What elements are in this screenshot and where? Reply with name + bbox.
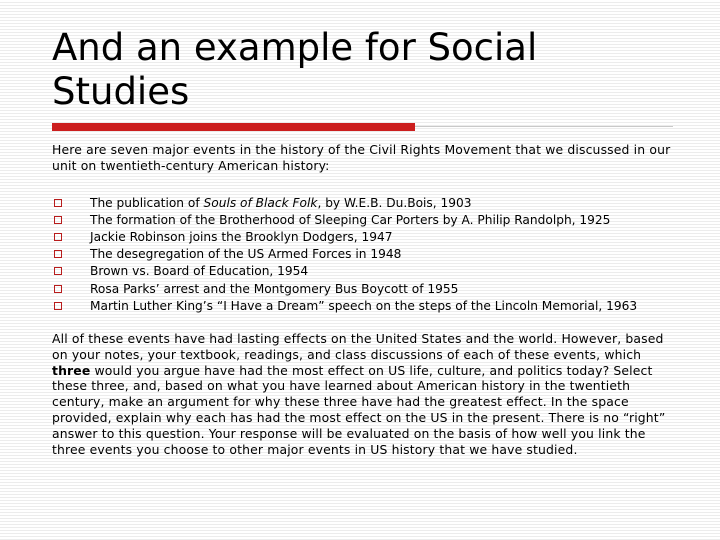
hollow-square-bullet-icon bbox=[54, 199, 62, 207]
list-item bbox=[52, 246, 692, 263]
hollow-square-bullet-icon bbox=[54, 216, 62, 224]
event-text-part: , by W.E.B. Du.Bois, 1903 bbox=[317, 195, 472, 210]
list-item bbox=[52, 194, 692, 211]
book-title: Souls of Black Folk bbox=[203, 195, 318, 210]
list-item bbox=[52, 228, 692, 245]
list-item bbox=[52, 280, 692, 297]
title-underline-accent bbox=[52, 123, 415, 131]
hollow-square-bullet-icon bbox=[54, 267, 62, 275]
event-text-part: The publication of bbox=[90, 195, 204, 210]
event-text: The desegregation of the US Armed Forces in 1948 bbox=[90, 247, 402, 262]
hollow-square-bullet-icon bbox=[54, 285, 62, 293]
assignment-paragraph bbox=[52, 331, 682, 457]
event-text: Rosa Parks’ arrest and the Montgomery Bus Boycott of 1955 bbox=[90, 281, 459, 296]
slide-title: And an example for Social Studies bbox=[52, 26, 538, 113]
event-text bbox=[90, 196, 472, 210]
event-text: Martin Luther King’s “I Have a Dream” speech on the steps of the Lincoln Memorial, 1963 bbox=[90, 298, 638, 313]
event-list bbox=[52, 194, 692, 314]
event-text: Brown vs. Board of Education, 1954 bbox=[90, 264, 309, 279]
event-text: Jackie Robinson joins the Brooklyn Dodgers, 1947 bbox=[90, 229, 393, 244]
title-underline-rule bbox=[415, 126, 673, 127]
assignment-text-part: All of these events have had lasting effects on the United States and the world. However, based on your notes, your textbook, readings, and class discussions of each of these events, which bbox=[52, 331, 664, 362]
hollow-square-bullet-icon bbox=[54, 233, 62, 241]
list-item bbox=[52, 297, 692, 314]
list-item bbox=[52, 263, 692, 280]
intro-paragraph: Here are seven major events in the history of the Civil Rights Movement that we discussed in our unit on twentieth-century American history: bbox=[52, 142, 671, 173]
hollow-square-bullet-icon bbox=[54, 250, 62, 258]
list-item bbox=[52, 211, 692, 228]
emphasized-word: three bbox=[52, 362, 91, 378]
assignment-text-part: would you argue have had the most effect on US life, culture, and politics today? Select these three, and, based on what you have learned about American history in the twentieth century, make an argument for why these three have had the greatest effect. In the space provided, explain why each has had the most effect on the US in the present. There is no “right” answer to this question. Your response will be evaluated on the basis of how well you link the three events you choose to other major events in US history that we have studied. bbox=[52, 362, 666, 457]
event-text: The formation of the Brotherhood of Sleeping Car Porters by A. Philip Randolph, 1925 bbox=[90, 212, 611, 227]
hollow-square-bullet-icon bbox=[54, 302, 62, 310]
